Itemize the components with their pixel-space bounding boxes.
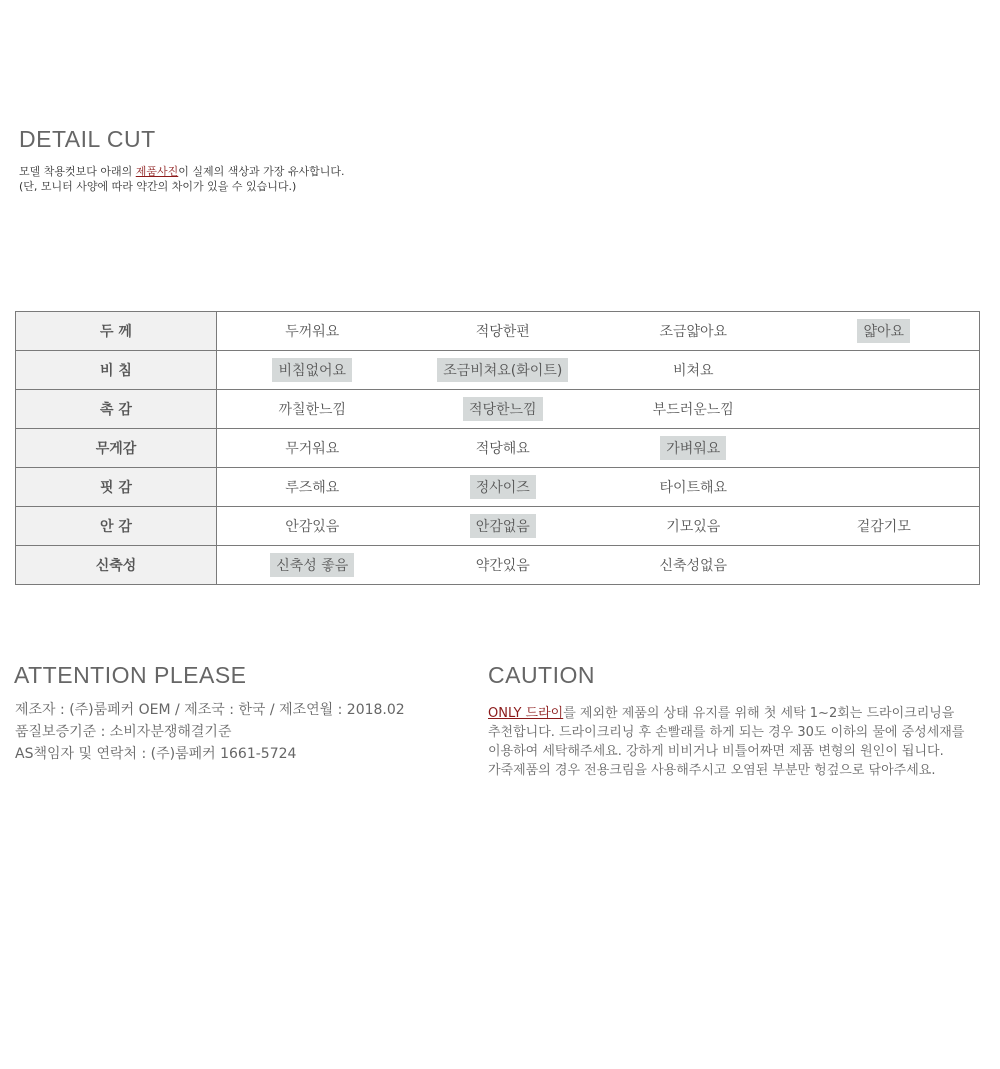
- caution-highlight: ONLY 드라이: [488, 706, 564, 721]
- spec-option-cell: [789, 514, 980, 538]
- attention-line: 품질보증기준 : 소비자분쟁해결기준: [15, 724, 232, 740]
- spec-row-label: 두 께: [16, 312, 217, 351]
- spec-option: 적당한편: [475, 324, 530, 340]
- spec-option: 약간있음: [475, 558, 530, 574]
- spec-row-options: [217, 429, 980, 468]
- spec-table: [15, 311, 980, 585]
- spec-option-cell: [598, 358, 789, 382]
- spec-option-cell: [598, 319, 789, 343]
- detail-note-line-2: (단, 모니터 사양에 따라 약간의 차이가 있을 수 있습니다.): [19, 180, 297, 193]
- attention-line: 제조자 : (주)룸페커 OEM / 제조국 : 한국 / 제조연월 : 2018.02: [15, 702, 405, 718]
- spec-option-cell: [217, 553, 408, 577]
- caution-text: 를 제외한 제품의 상태 유지를 위해 첫 세탁 1~2회는 드라이크리닝을: [563, 706, 955, 721]
- spec-option: 까칠한느낌: [278, 402, 347, 418]
- spec-option: 겉감기모: [856, 519, 911, 535]
- detail-cut-title: DETAIL CUT: [19, 126, 156, 152]
- spec-row-options: [217, 351, 980, 390]
- spec-option-selected: 신축성 좋음: [270, 553, 354, 577]
- spec-row: [16, 468, 980, 507]
- spec-option: 비쳐요: [672, 363, 714, 379]
- attention-line: AS책임자 및 연락처 : (주)룸페커 1661-5724: [15, 746, 297, 762]
- attention-title: ATTENTION PLEASE: [14, 662, 247, 688]
- spec-option-selected: 정사이즈: [470, 475, 536, 499]
- spec-row-options: [217, 390, 980, 429]
- spec-row: [16, 312, 980, 351]
- spec-option-cell: [598, 397, 789, 421]
- spec-option-cell: [408, 436, 599, 460]
- note-text: 이 실제의 색상과 가장 유사합니다.: [178, 165, 345, 178]
- spec-row-options: [217, 546, 980, 585]
- spec-row-label: 촉 감: [16, 390, 217, 429]
- spec-row: [16, 546, 980, 585]
- spec-row-label: 무게감: [16, 429, 217, 468]
- attention-info: [15, 699, 405, 765]
- spec-option: 신축성없음: [659, 558, 728, 574]
- caution-line: [488, 704, 964, 723]
- spec-option: 루즈해요: [285, 480, 340, 496]
- spec-option-cell: [408, 397, 599, 421]
- spec-option-cell: [217, 397, 408, 421]
- spec-option-cell: [217, 358, 408, 382]
- spec-option-cell: [598, 475, 789, 499]
- spec-row: [16, 390, 980, 429]
- spec-option: 적당해요: [475, 441, 530, 457]
- note-highlight: 제품사진: [135, 165, 179, 178]
- spec-option: 조금얇아요: [659, 324, 728, 340]
- spec-row-options: [217, 507, 980, 546]
- spec-option-cell: [598, 553, 789, 577]
- spec-option: 안감있음: [285, 519, 340, 535]
- spec-option-cell: [408, 514, 599, 538]
- spec-option-selected: 안감없음: [470, 514, 536, 538]
- spec-option: 타이트해요: [659, 480, 728, 496]
- spec-option-selected: 가벼워요: [660, 436, 726, 460]
- spec-option-selected: 조금비쳐요(화이트): [437, 358, 568, 382]
- detail-note: [19, 164, 345, 194]
- caution-info: [488, 704, 964, 780]
- spec-option-cell: [598, 514, 789, 538]
- spec-option-cell: [217, 319, 408, 343]
- spec-option-cell: [217, 475, 408, 499]
- note-text: 모델 착용컷보다 아래의: [19, 165, 136, 178]
- spec-row-label: 핏 감: [16, 468, 217, 507]
- spec-option: 기모있음: [666, 519, 721, 535]
- spec-row-label: 비 침: [16, 351, 217, 390]
- spec-option: 무거워요: [285, 441, 340, 457]
- caution-title: CAUTION: [488, 662, 595, 688]
- spec-option-cell: [217, 436, 408, 460]
- spec-row-label: 안 감: [16, 507, 217, 546]
- caution-line: 추천합니다. 드라이크리닝 후 손빨래를 하게 되는 경우 30도 이하의 물에 중성세재를: [488, 725, 965, 740]
- spec-option-selected: 비침없어요: [272, 358, 352, 382]
- spec-option-cell: [408, 358, 599, 382]
- spec-option-selected: 얇아요: [857, 319, 910, 343]
- spec-row: [16, 429, 980, 468]
- spec-row: [16, 507, 980, 546]
- spec-option-cell: [789, 319, 980, 343]
- detail-note-line-1: [19, 164, 345, 179]
- spec-option-cell: [408, 553, 599, 577]
- spec-option-cell: [408, 475, 599, 499]
- caution-line: 가죽제품의 경우 전용크림을 사용해주시고 오염된 부분만 헝겊으로 닦아주세요.: [488, 763, 936, 778]
- spec-row-options: [217, 312, 980, 351]
- spec-option: 두꺼워요: [285, 324, 340, 340]
- spec-option-cell: [598, 436, 789, 460]
- spec-row: [16, 351, 980, 390]
- spec-row-options: [217, 468, 980, 507]
- spec-row-label: 신축성: [16, 546, 217, 585]
- spec-option-cell: [408, 319, 599, 343]
- spec-option-cell: [217, 514, 408, 538]
- spec-option-selected: 적당한느낌: [463, 397, 543, 421]
- caution-line: 이용하여 세탁해주세요. 강하게 비비거나 비틀어짜면 제품 변형의 원인이 됩니다.: [488, 744, 944, 759]
- spec-option: 부드러운느낌: [652, 402, 734, 418]
